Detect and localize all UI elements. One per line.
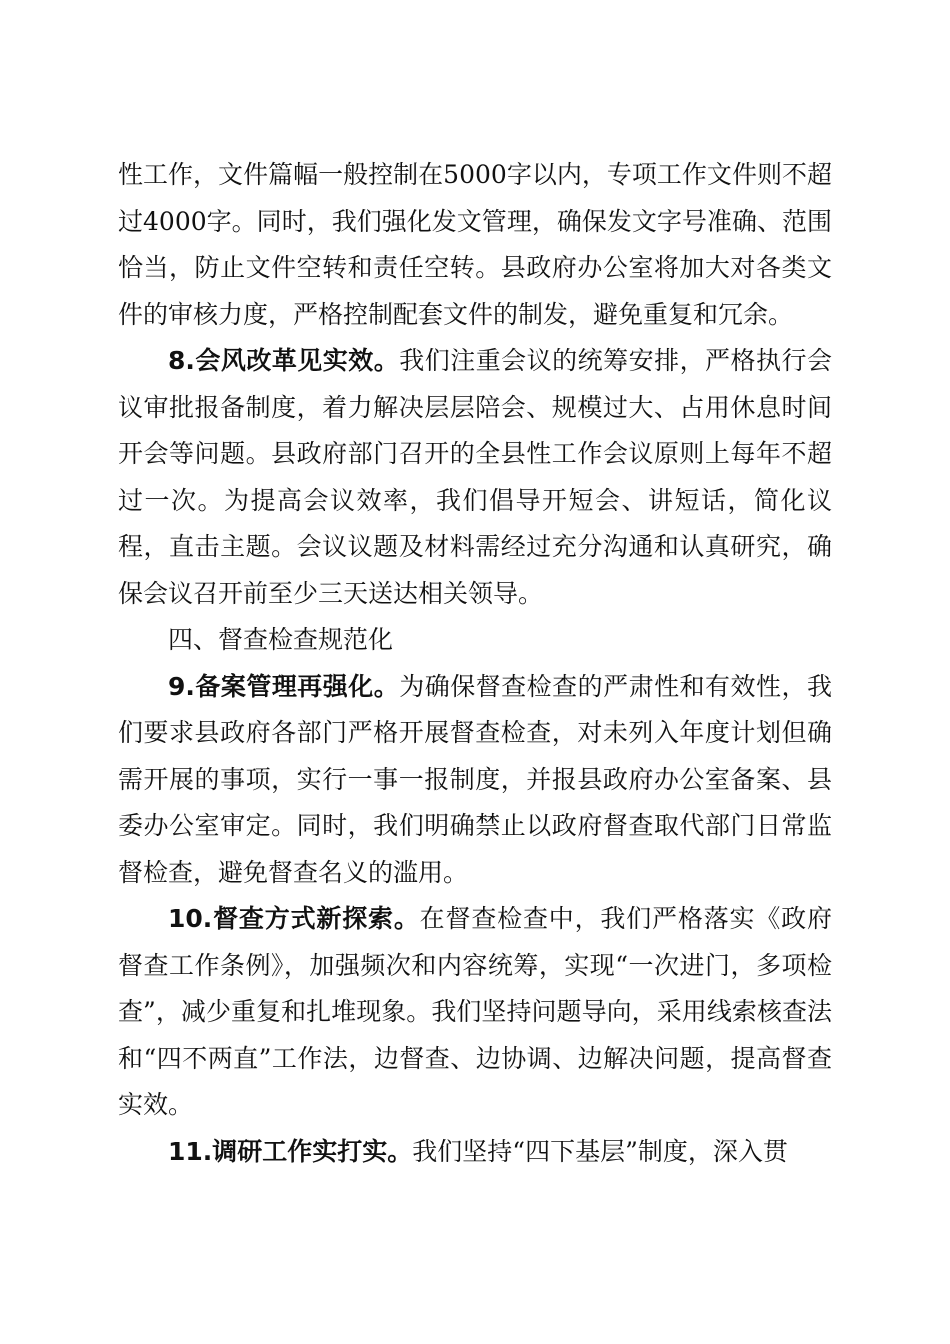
paragraph-lead: 11.调研工作实打实。	[168, 1136, 413, 1166]
document-body	[118, 152, 832, 1175]
paragraph-item-9	[118, 664, 832, 897]
paragraph-text: 性工作，文件篇幅一般控制在5000字以内，专项工作文件则不超过4000字。同时，我们强化发文管理，确保发文字号准确、范围恰当，防止文件空转和责任空转。县政府办公室将加大对各类文件的审核力度，严格控制配套文件的制发，避免重复和冗余。	[118, 160, 832, 329]
paragraph-text: 为确保督查检查的严肃性和有效性，我们要求县政府各部门严格开展督查检查，对未列入年度计划但确需开展的事项，实行一事一报制度，并报县政府办公室备案、县委办公室审定。同时，我们明确禁止以政府督查取代部门日常监督检查，避免督查名义的滥用。	[118, 671, 832, 887]
paragraph-item-11	[118, 1129, 832, 1176]
paragraph-lead: 10.督查方式新探索。	[168, 904, 420, 933]
paragraph-text: 在督查检查中，我们严格落实《政府督查工作条例》，加强频次和内容统筹，实现“一次进门，多项检查”，减少重复和扎堆现象。我们坚持问题导向，采用线索核查法和“四不两直”工作法，边督查、边协调、边解决问题，提高督查实效。	[118, 904, 832, 1119]
paragraph-text: 我们注重会议的统筹安排，严格执行会议审批报备制度，着力解决层层陪会、规模过大、占用休息时间开会等问题。县政府部门召开的全县性工作会议原则上每年不超过一次。为提高会议效率，我们倡导开短会、讲短话，简化议程，直击主题。会议议题及材料需经过充分沟通和认真研究，确保会议召开前至少三天送达相关领导。	[118, 346, 832, 608]
paragraph-lead: 9.备案管理再强化。	[168, 671, 400, 701]
paragraph-lead: 8.会风改革见实效。	[168, 346, 400, 375]
paragraph-item-10	[118, 896, 832, 1129]
paragraph-text: 我们坚持“四下基层”制度，深入贯	[412, 1136, 788, 1166]
paragraph-continued	[118, 152, 832, 338]
paragraph-item-8	[118, 338, 832, 617]
section-heading: 四、督查检查规范化	[168, 625, 394, 654]
